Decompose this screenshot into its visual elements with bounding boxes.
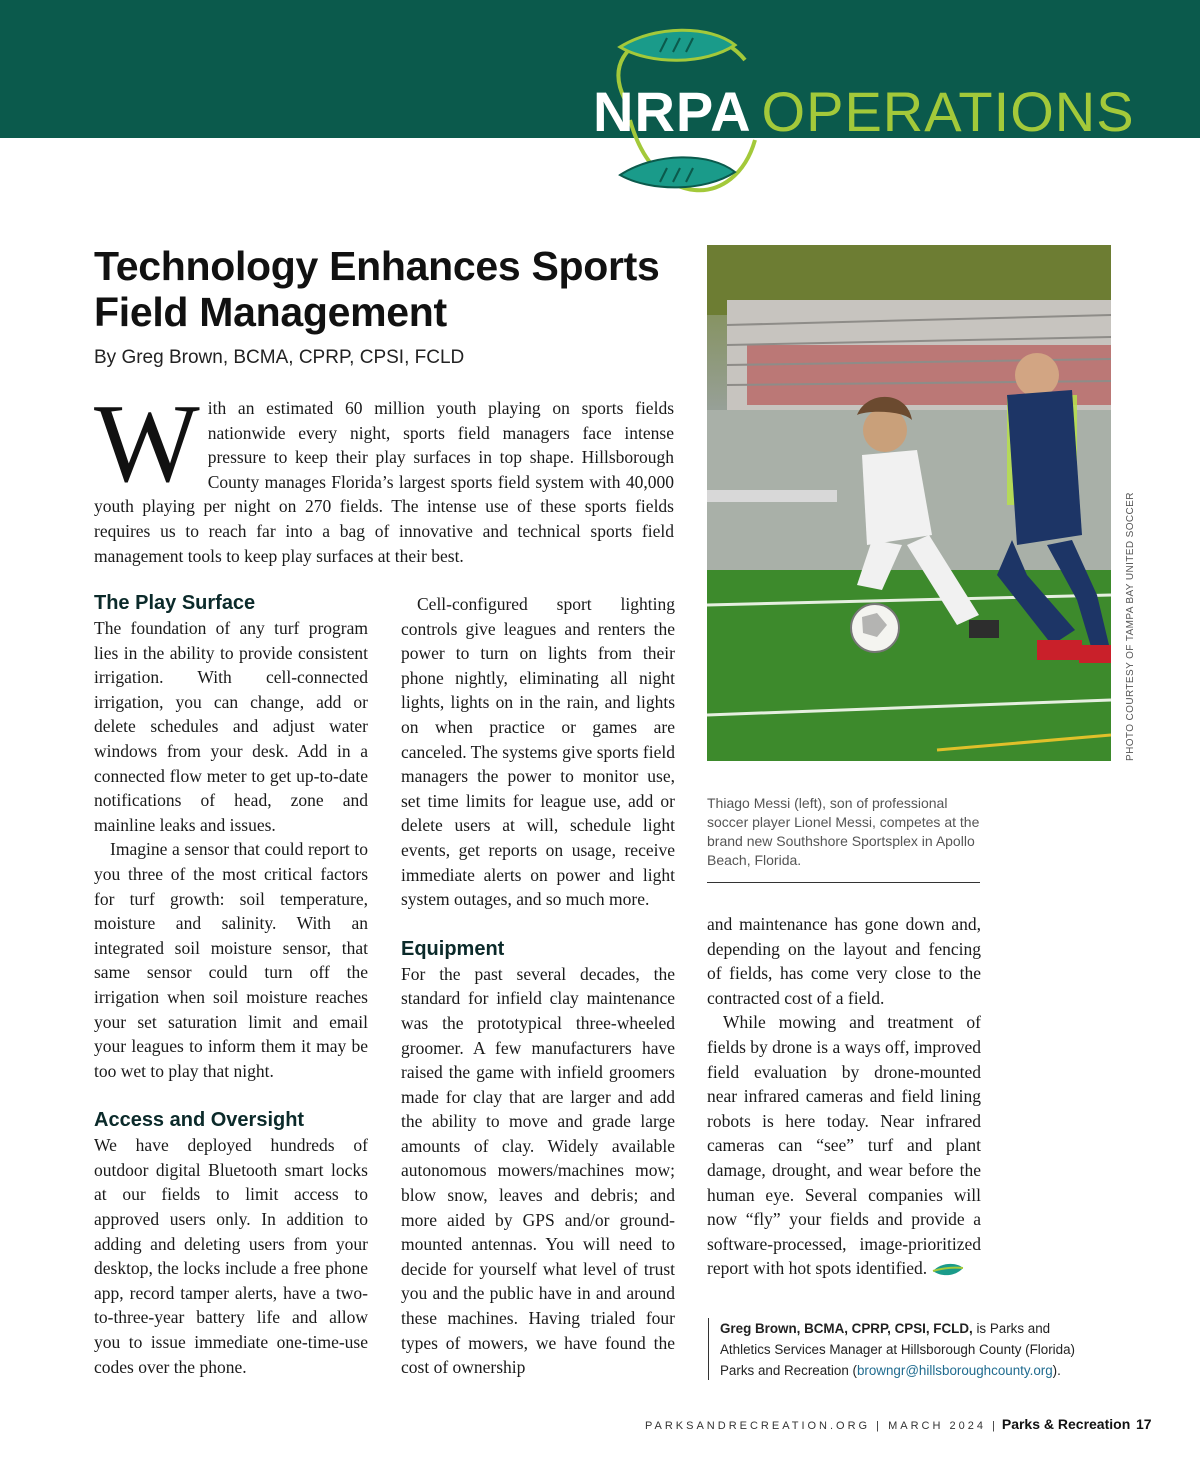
paragraph: For the past several decades, the standard for infield clay maintenance was the prototypical three-wheeled groomer. A few manufacturers have raised the game with infield groomers made for clay that are larger and add the ability to move and grade large amounts of clay. Widely available autonomous mowers/machines mow; blow snow, leaves and debris; and more aided by GPS and/or ground-mounted antennas. You will need to decide for yourself what level of trust you and the public have in and around these machines. Having trialed four types of mowers, we have found the cost of ownership: [401, 963, 675, 1378]
page-number: 17: [1136, 1416, 1152, 1432]
column-1: [94, 590, 368, 1379]
caption-divider: [707, 882, 980, 883]
photo-credit: PHOTO COURTESY OF TAMPA BAY UNITED SOCCER: [1125, 492, 1136, 761]
article-byline: By Greg Brown, BCMA, CPRP, CPSI, FCLD: [94, 347, 465, 368]
author-name: Greg Brown, BCMA, CPRP, CPSI, FCLD,: [720, 1321, 973, 1336]
soccer-photo-illustration: [707, 245, 1111, 761]
final-text: While mowing and treatment of fields by drone is a ways off, improved field evaluation by drone-mounted near infrared cameras and field lining robots is here today. Near infrared cameras can “see” turf and plant damage, drought, and wear before the human eye. Several companies will now “fly” your fields and provide a software-processed, image-prioritized report with hot spots identified.: [707, 1012, 981, 1279]
paragraph: Imagine a sensor that could report to you three of the most critical factors for turf growth: soil temperature, moisture and salinity. With an integrated soil moisture sensor, that same sensor could turn off the irrigation when soil moisture reaches your set saturation limit and email your leagues to inform them it may be too wet to play that night.: [94, 839, 368, 1081]
bio-close: ).: [1052, 1363, 1061, 1378]
article-intro: [94, 382, 674, 568]
logo-brand: NRPA: [593, 80, 752, 143]
drop-cap: W: [94, 382, 200, 506]
end-leaf-icon: [931, 1262, 965, 1278]
author-bio: [708, 1318, 1100, 1380]
author-email-link[interactable]: browngr@hillsboroughcounty.org: [856, 1363, 1053, 1378]
photo-caption: Thiago Messi (left), son of professional soccer player Lionel Messi, competes at the brand new Southshore Sportsplex in Apollo Beach, Florida.: [707, 795, 980, 868]
heading-access-oversight: Access and Oversight: [94, 1109, 305, 1132]
logo-section: OPERATIONS: [761, 80, 1135, 143]
footer-site-date: PARKSANDRECREATION.ORG | MARCH 2024 |: [645, 1420, 998, 1432]
article-photo: [707, 245, 1111, 761]
heading-equipment: Equipment: [401, 937, 505, 960]
paragraph: and maintenance has gone down and, depending on the layout and fencing of fields, has come very close to the contracted cost of a field.: [707, 914, 981, 1008]
column-3: [707, 912, 981, 1281]
paragraph: We have deployed hundreds of outdoor digital Bluetooth smart locks at our fields to limit access to approved users only. In addition to adding and deleting users from your desktop, the locks include a free phone app, record tamper alerts, have a two-to-three-year battery life and allow you to issue immediate one-time-use codes over the phone.: [94, 1135, 368, 1377]
intro-text: ith an estimated 60 million youth playing on sports fields nationwide every night, sports field managers face intense pressure to keep their play surfaces in top shape. Hillsborough County manages Florida’s largest sports field system with 40,000 youth playing per night on 270 fields. The intense use of these sports fields requires us to reach far into a bag of innovative and technical sports field management tools to keep play surfaces at their best.: [94, 398, 674, 566]
section-logo: [593, 80, 1135, 144]
heading-play-surface: The Play Surface: [94, 592, 256, 614]
author-role: is Parks and Athletics Services Manager at Hillsborough County (Florida) Parks and Recreation (: [720, 1321, 1076, 1378]
paragraph-final: [707, 1010, 981, 1281]
column-2: [401, 592, 675, 1380]
paragraph: The foundation of any turf program lies in the ability to provide consistent irrigation. With cell-connected irrigation, you can change, add or delete schedules and adjust water windows from your desk. Add in a connected flow meter to get up-to-date notifications of head, zone and mainline leaks and issues.: [94, 618, 368, 835]
page-footer: [645, 1416, 1130, 1432]
article-title: Technology Enhances Sports Field Management: [94, 243, 660, 335]
paragraph: Cell-configured sport lighting controls give leagues and renters the power to turn on lights from their phone nightly, eliminating all night lights, lights on in the rain, and lights on when practice or games are canceled. The systems give sports field managers the power to monitor use, set time limits for league use, add or delete users at will, schedule light events, get reports on usage, receive immediate alerts on power and light system outages, and so much more.: [401, 594, 675, 910]
footer-magazine: Parks & Recreation: [1001, 1416, 1131, 1432]
